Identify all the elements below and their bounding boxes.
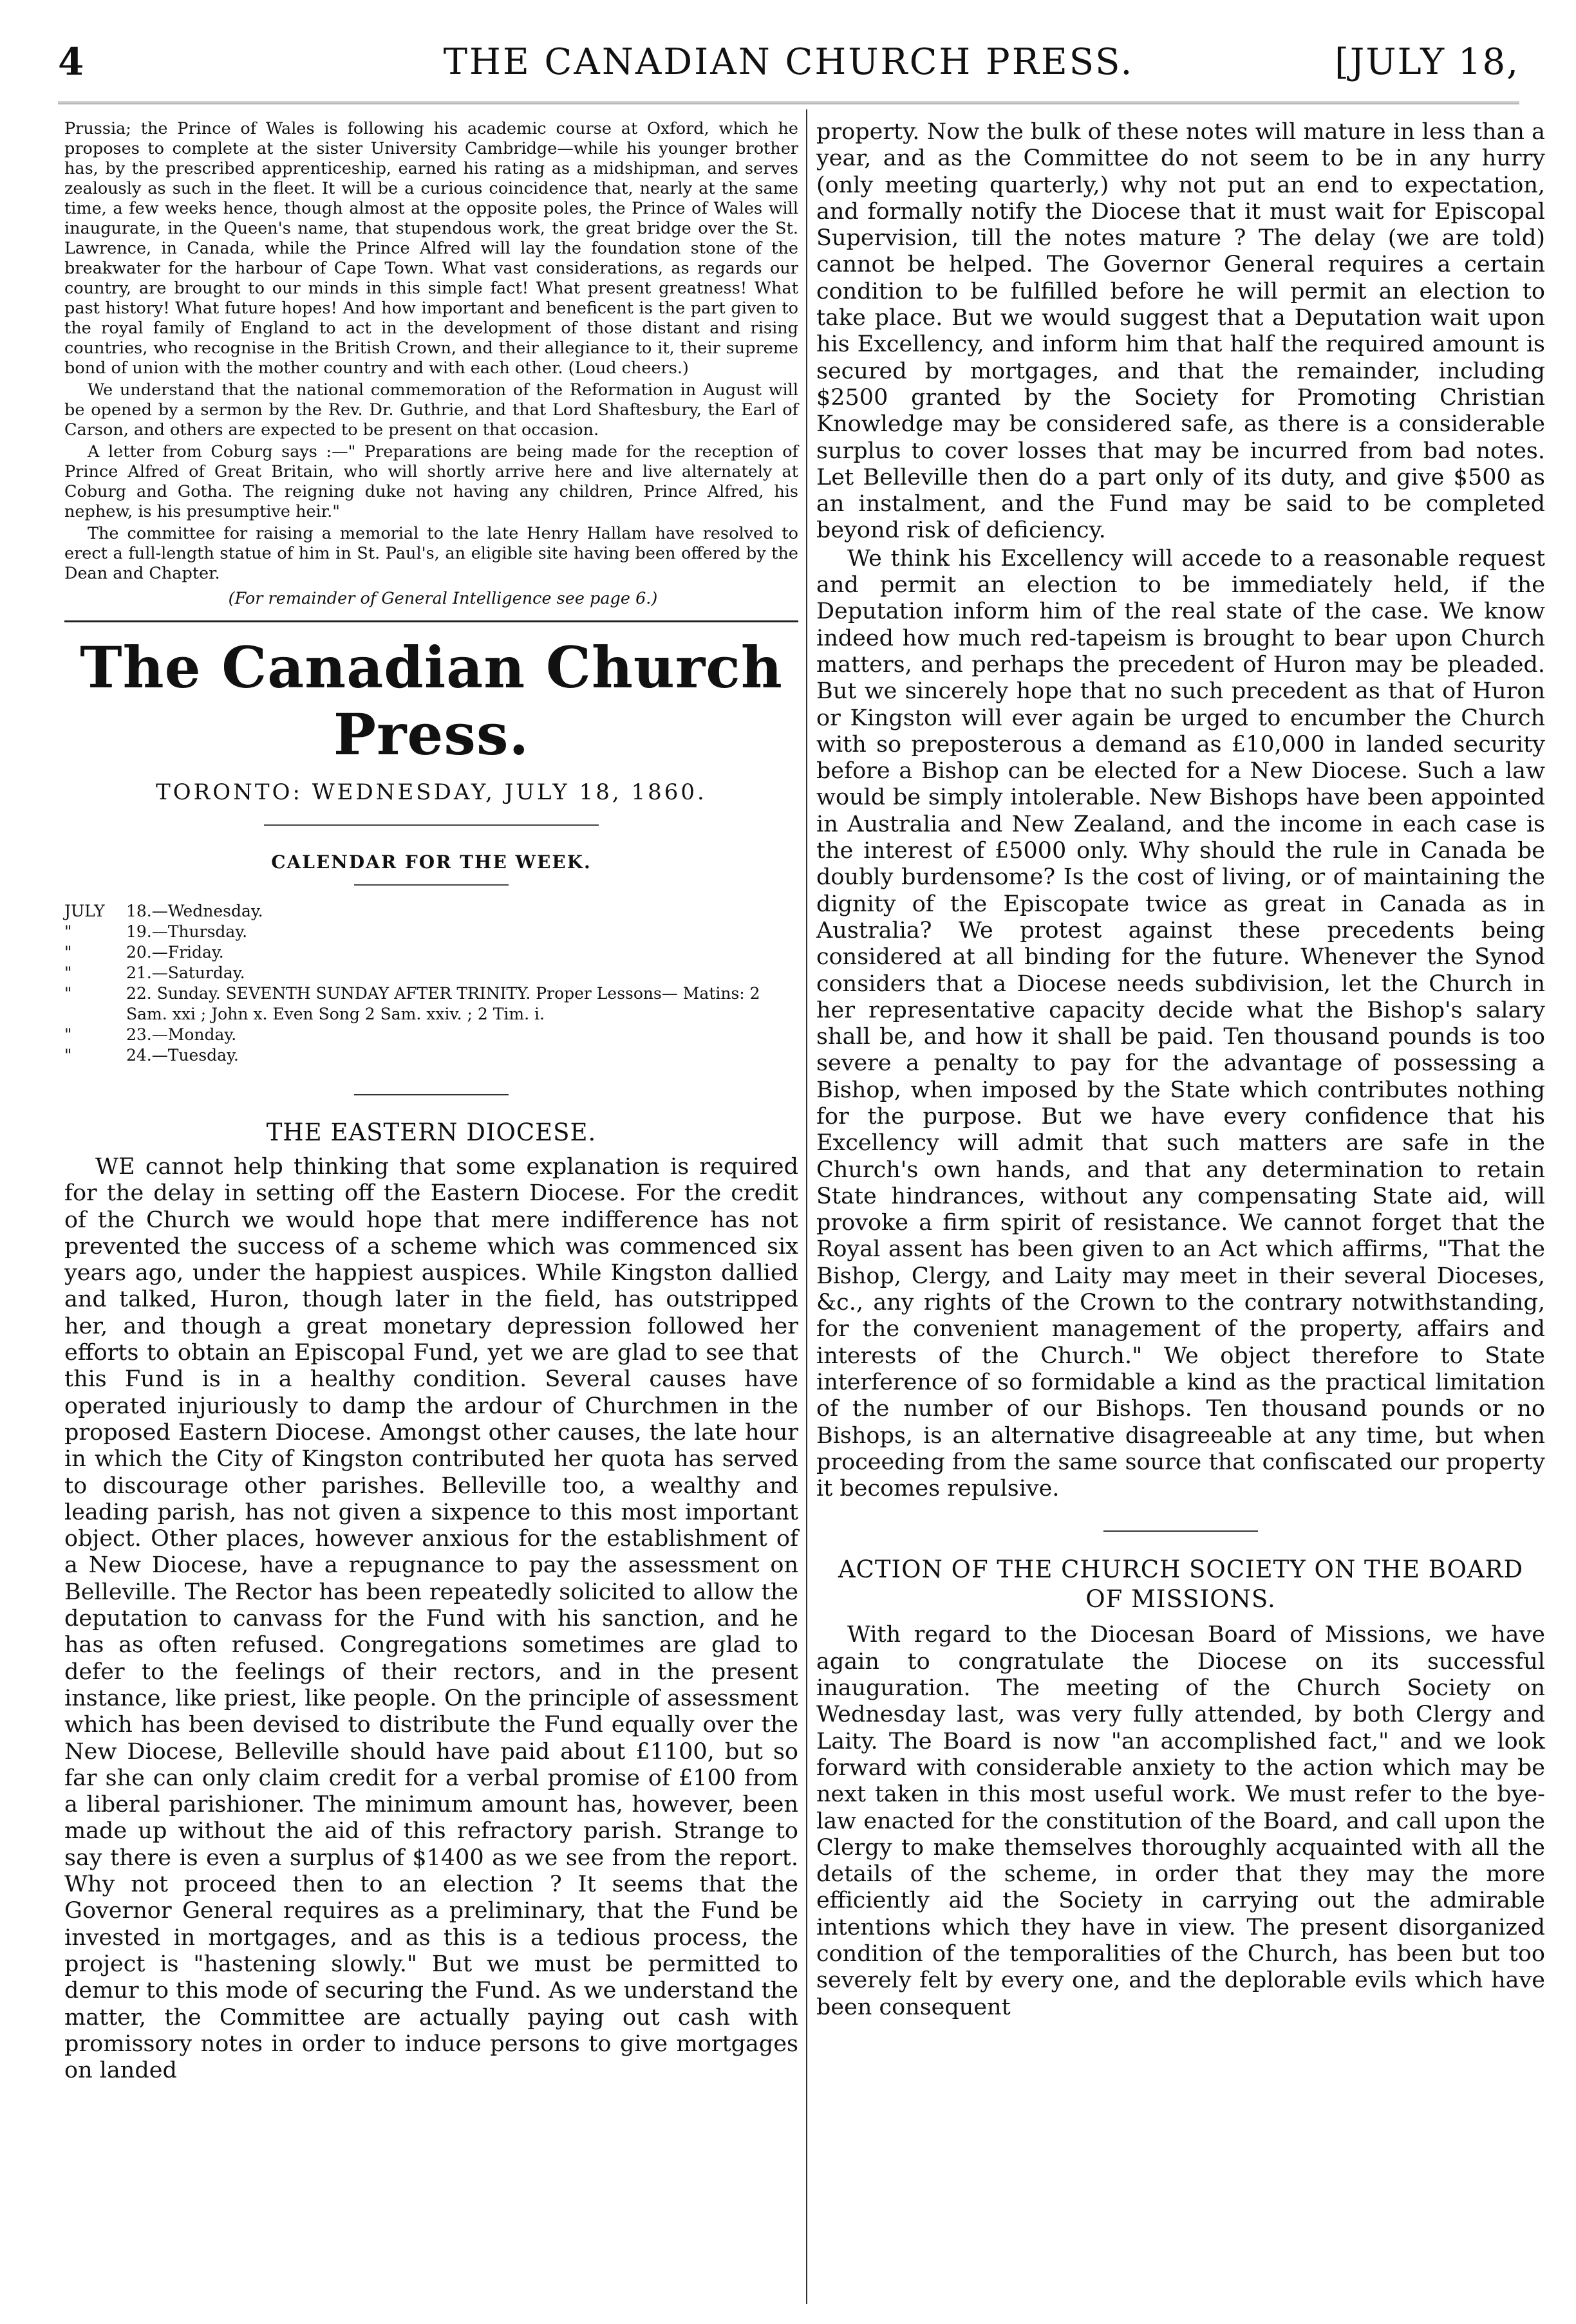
header-date: [JULY 18, (1335, 41, 1519, 83)
column-divider (806, 109, 807, 2304)
newspaper-title: THE CANADIAN CHURCH PRESS. (443, 41, 1134, 83)
left-column (64, 119, 798, 2084)
church-society-heading (816, 1555, 1545, 1614)
general-intelligence (64, 119, 798, 609)
calendar-entry: " 24.—Tuesday. (64, 1046, 239, 1064)
church-society-heading-line: OF MISSIONS. (1085, 1585, 1276, 1613)
eastern-diocese-paragraph: We think his Excellency will accede to a reasonable request and permit an election to be immediately held, if the Deputation inform him of the real state of the case. We know indeed how much red-tapeism is brought to bear upon Church matters, and perhaps the precedent of Huron may be pleaded. But we sincerely hope that no such precedent as that of Huron or Kingston will ever again be urged to encumber the Church with so preposterous a demand as £10,000 in landed security before a Bishop can be elected for a New Diocese. Such a law would be simply intolerable. New Bishops have been appointed in Australia and New Zealand, and the income in each case is the interest of £5000 only. Why should the rule in Canada be doubly burdensome? Is the cost of living, or of maintaining the dignity of the Episcopate twice as great in Canada as in Australia? We protest against these precedents being considered at all binding for the future. Whenever the Synod considers that a Diocese needs subdivision, let the Church in her representative capacity decide what the Bishop's salary shall be, and how it shall be paid. Ten thousand pounds is too severe a penalty to pay for the advantage of possessing a Bishop, when imposed by the State which contributes nothing for the purpose. But we have every confidence that his Excellency will admit that such matters are safe in the Church's own hands, and that any determination to retain State hindrances, without any compensating State aid, will provoke a firm spirit of resistance. We cannot forget that the Royal assent has been given to an Act which affirms, "That the Bishop, Clergy, and Laity may meet in their several Dioceses, &c., any rights of the Crown to the contrary notwithstanding, for the convenient management of the property, affairs and interests of the Church." We object therefore to State interference of so formidable a kind as the practical limitation of the number of our Bishops. Ten thousand pounds or no Bishops, is an alternative disagreeable at any time, but when proceeding from the same source that confiscated our property it becomes repulsive. (816, 545, 1545, 1502)
church-society-heading-line: ACTION OF THE CHURCH SOCIETY ON THE BOARD (838, 1556, 1524, 1584)
masthead-dateline: TORONTO: WEDNESDAY, JULY 18, 1860. (156, 779, 707, 805)
intelligence-paragraph: The committee for raising a memorial to the late Henry Hallam have resolved to erect a full-length statue of him in St. Paul's, an eligible site having been offered by the Dean and Chapter. (64, 524, 798, 583)
page-header (58, 37, 1519, 104)
calendar-entry: " 23.—Monday. (64, 1025, 237, 1044)
dateline-rule (264, 824, 599, 826)
calendar-entry: " 20.—Friday. (64, 943, 224, 962)
intelligence-paragraph: We understand that the national commemoration of the Reformation in August will be opened by a sermon by the Rev. Dr. Guthrie, and that Lord Shaftesbury, the Earl of Carson, and others are expected to be present on that occasion. (64, 380, 798, 440)
page-number: 4 (58, 40, 84, 84)
intelligence-paragraph: A letter from Coburg says :—" Preparations are being made for the reception of Prince Alfred of Great Britain, who will shortly arrive here and live alternately at Coburg and Gotha. The reigning duke not having any children, Prince Alfred, his nephew, is his presumptive heir." (64, 442, 798, 521)
calendar-entry: " 21.—Saturday. (64, 963, 245, 982)
calendar-entry: " 22. Sunday. SEVENTH SUNDAY AFTER TRINITY. Proper Lessons— Matins: 2 Sam. xxi ; John x. Even Song 2 Sam. xxiv. ; 2 Tim. i. (64, 984, 760, 1023)
calendar-rule (354, 884, 509, 886)
eastern-diocese-heading: THE EASTERN DIOCESE. (266, 1119, 597, 1146)
calendar-entry: JULY 18.—Wednesday. (64, 902, 263, 920)
calendar-heading: CALENDAR FOR THE WEEK. (271, 851, 592, 873)
intelligence-paragraph: Prussia; the Prince of Wales is following his academic course at Oxford, which he proposes to complete at the sister University Cambridge—while his younger brother has, by the prescribed apprenticeship, earned his rating as a midshipman, and serves zealously as such in the fleet. It will be a curious coincidence that, nearly at the same time, a few weeks hence, though almost at the opposite poles, the Prince of Wales will inaugurate, in the Queen's name, that stupendous work, the great bridge over the St. Lawrence, in Canada, while the Prince Alfred will lay the foundation stone of the breakwater for the harbour of Cape Town. What vast considerations, as regards our country, are brought to our minds in this simple fact! What present greatness! What past history! What future hopes! And how important and beneficent is the part given to the royal family of England to act in the development of those distant and rising countries, who recognise in the British Crown, and their allegiance to it, their supreme bond of union with the mother country and with each other. (Loud cheers.) (64, 119, 798, 378)
ornament-divider (816, 1519, 1545, 1541)
masthead-title: The Canadian Church Press. (80, 634, 783, 768)
eastern-diocese-paragraph: WE cannot help thinking that some explanation is required for the delay in setting off the Eastern Diocese. For the credit of the Church we would hope that mere indifference has not prevented the success of a scheme which was commenced six years ago, under the happiest auspices. While Kingston dallied and talked, Huron, though later in the field, has outstripped her, and though a great monetary depression followed her efforts to obtain an Episcopal Fund, yet we are glad to see that this Fund is in a healthy condition. Several causes have operated injuriously to damp the ardour of Churchmen in the proposed Eastern Diocese. Amongst other causes, the late hour in which the City of Kingston contributed her quota has served to discourage other parishes. Belleville too, a wealthy and leading parish, has not given a sixpence to this most important object. Other places, however anxious for the establishment of a New Diocese, have a repugnance to pay the assessment on Belleville. The Rector has been repeatedly solicited to allow the deputation to canvass for the Fund with his sanction, and he has as often refused. Congregations sometimes are glad to defer to the feelings of their rectors, and in the present instance, like priest, like people. On the principle of assessment which has been devised to distribute the Fund equally over the New Diocese, Belleville should have paid about £1100, but so far she can only claim credit for a verbal promise of £100 from a liberal parishioner. The minimum amount has, however, been made up without the aid of this refractory parish. Strange to say there is even a surplus of $1400 as we see from the report. Why not proceed then to an election ? It seems that the Governor General requires as a preliminary, that the Fund be invested in mortgages, and as this is a tedious process, the project is "hastening slowly." But we must be permitted to demur to this mode of securing the Fund. As we understand the matter, the Committee are actually paying out cash with promissory notes in order to induce persons to give mortgages on landed (64, 1154, 798, 2084)
calendar-list (64, 901, 798, 1066)
eastern-diocese-paragraph: property. Now the bulk of these notes will mature in less than a year, and as the Committee do not seem to be in any hurry (only meeting quarterly,) why not put an end to expectation, and formally notify the Diocese that it must wait for Episcopal Supervision, till the notes mature ? The delay (we are told) cannot be helped. The Governor General requires a certain condition to be fulfilled before he will permit an election to take place. But we would suggest that a Deputation wait upon his Excellency, and inform him that half the required amount is secured by mortgages, and that the remainder, including $2500 granted by the Society for Promoting Christian Knowledge may be considered safe, as there is a considerable surplus to cover losses that may be incurred from bad notes. Let Belleville then do a part only of its duty, and give $500 as an instalment, and the Fund may be said to be completed beyond risk of deficiency. (816, 119, 1545, 544)
calendar-entry: " 19.—Thursday. (64, 922, 248, 941)
continuation-reference: (For remainder of General Intelligence see page 6.) (228, 589, 658, 608)
ornament-divider (64, 1083, 798, 1104)
church-society-paragraph: With regard to the Diocesan Board of Missions, we have again to congratulate the Diocese on its successful inauguration. The meeting of the Church Society on Wednesday last, was very fully attended, by both Clergy and Laity. The Board is now "an accomplished fact," and we look forward with considerable anxiety to the action which may be next taken in this most useful work. We must refer to the bye-law enacted for the constitution of the Board, and call upon the Clergy to make themselves thoroughly acquainted with all the details of the scheme, in order that they may the more efficiently aid the Society in carrying out the admirable intentions which they have in view. The present disorganized condition of the temporalities of the Church, has been but too severely felt by every one, and the deplorable evils which have been consequent (816, 1622, 1545, 2020)
right-column (816, 119, 1545, 2021)
section-rule (64, 620, 798, 622)
